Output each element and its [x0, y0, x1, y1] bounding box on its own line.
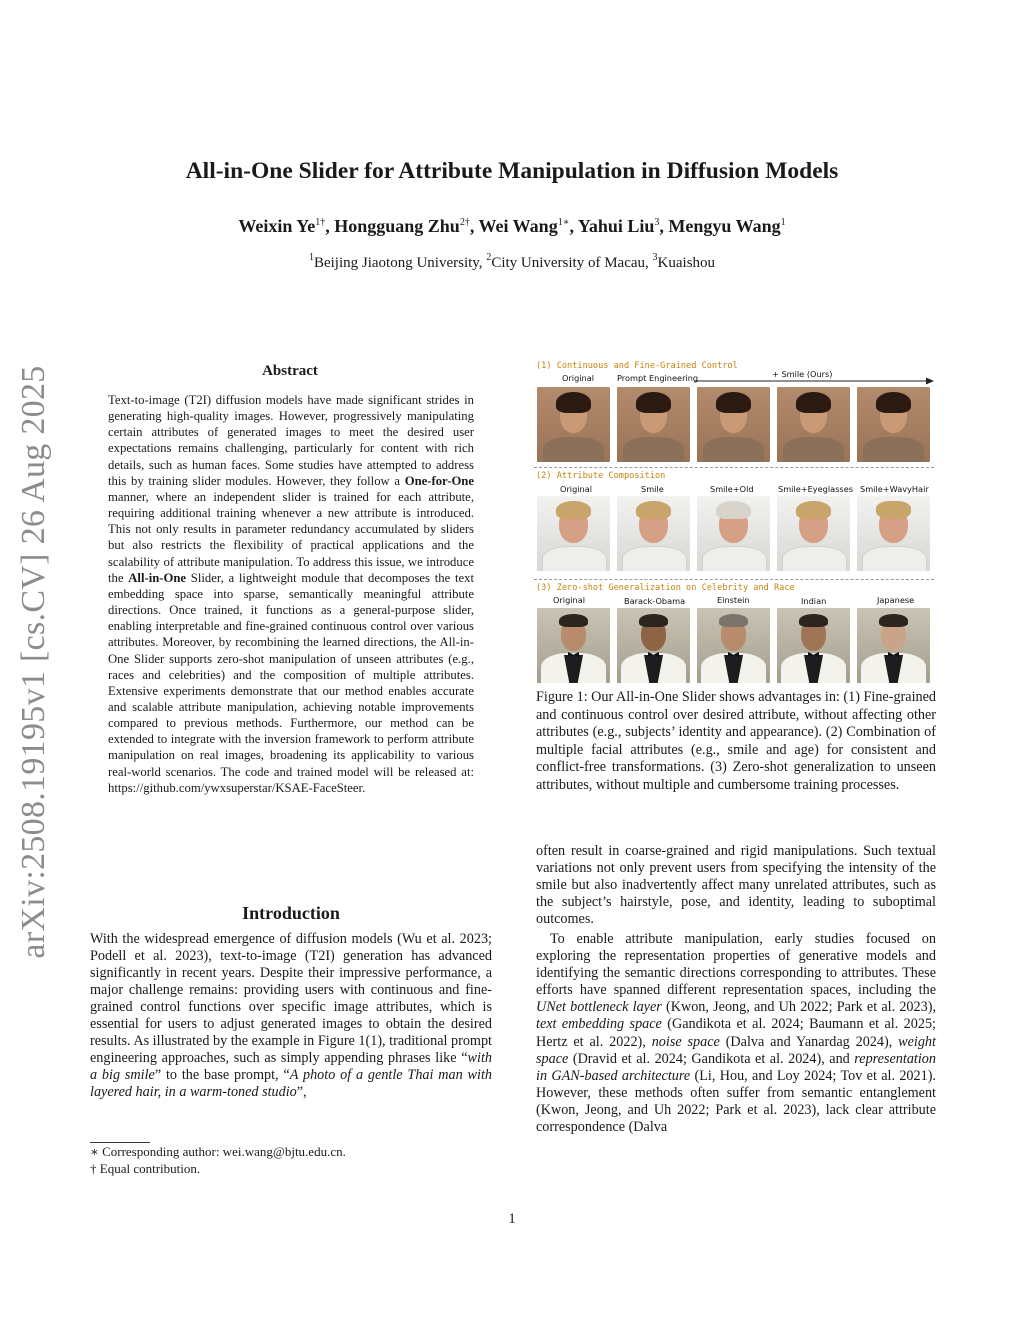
face-image: [777, 608, 850, 683]
figure-column-label: Smile+Eyeglasses: [778, 484, 853, 494]
footnote-equal: † Equal contribution.: [90, 1161, 201, 1176]
right-column-body: [536, 843, 936, 1136]
figure-1: [534, 358, 936, 683]
author-mark: 2†: [459, 217, 470, 228]
introduction-body: [90, 931, 492, 1101]
affiliation-name: City University of Macau,: [491, 255, 653, 271]
figure-column-label: Prompt Engineering: [617, 373, 699, 383]
figure-section-label: (1) Continuous and Fine-Grained Control: [536, 361, 738, 371]
figure-section-label: (2) Attribute Composition: [536, 471, 666, 481]
figure-column-label: Indian: [801, 596, 827, 606]
abstract-text: Slider, a lightweight module that decomposes the text embedding space into sparse, semantically meaningful attribute directions. Once trained, it functions as a general-purpose slider, enabling interpretable and fine-grained continuous control over various attributes. Moreover, by recombining the learned directions, the All-in-One Slider supports zero-shot manipulation of unseen attributes (e.g., races and celebrities) and the composition of multiple attributes. Extensive experiments demonstrate that our method enables accurate and scalable attribute manipulation, achieving notable improvements compared to previous methods. Furthermore, our method can be extended to integrate with the inversion framework to perform attribute manipulation on real images, broadening its applicability to various real-world scenarios. The code and trained model will be released at: https://github.com/ywxsuperstar/KSAE-FaceSteer.: [108, 570, 474, 795]
figure-column-label: Smile+WavyHair: [860, 484, 929, 494]
affiliations: [0, 252, 1024, 272]
face-image: [857, 608, 930, 683]
author-mark: 1†: [315, 217, 326, 228]
abstract-text: Text-to-image (T2I) diffusion models have made significant strides in generating high-quality images. However, progressively manipulating certain attributes of generated images to meet the desired user expectations remains challenging, particularly for content with rich details, such as human faces. Some studies have attempted to address this by training slider modules. However, they follow a: [108, 393, 474, 488]
affiliation-mark: 3: [652, 252, 658, 263]
author-mark: 1∗: [557, 217, 570, 228]
face-image: [617, 387, 690, 462]
author-mark: 3: [654, 217, 660, 228]
face-image: [777, 387, 850, 462]
abstract-heading: Abstract: [262, 363, 318, 379]
arxiv-identifier: arXiv:2508.19195v1 [cs.CV] 26 Aug 2025: [15, 365, 52, 959]
figure-divider: [534, 579, 934, 580]
author-name: Mengyu Wang: [668, 216, 781, 236]
face-image: [537, 608, 610, 683]
face-image: [697, 608, 770, 683]
figure-column-label: Einstein: [717, 595, 750, 605]
face-image: [857, 387, 930, 462]
face-image: [857, 496, 930, 571]
intro-text: With the widespread emergence of diffusion models (Wu et al. 2023; Podell et al. 2023), text-to-image (T2I) generation has advanced significantly in recent years. Despite their impressive performance, a major challenge remains: providing users with continuous and fine-grained control functions over specific image attributes, which is essential for users to adjust generated images to obtain the desired results. As illustrated by the example in Figure 1(1), traditional prompt engineering approaches, such as simply appending phrases like “: [90, 931, 492, 1067]
figure-column-label: Smile: [641, 484, 664, 494]
author-name: Wei Wang: [478, 216, 558, 236]
abstract-body: [108, 392, 474, 796]
face-image: [537, 496, 610, 571]
figure-column-label: Original: [560, 484, 593, 494]
intro-italic: A photo of a gentle Thai man with layered hair, in a warm-toned studio: [90, 1067, 492, 1101]
figure-column-label: Barack-Obama: [624, 596, 686, 606]
slider-arrow-icon: [694, 376, 934, 386]
affiliation-name: Beijing Jiaotong University,: [313, 255, 487, 271]
figure-column-label: Japanese: [877, 595, 915, 605]
paper-title: All-in-One Slider for Attribute Manipulation in Diffusion Models: [185, 158, 839, 184]
figure-section-label: (3) Zero-shot Generalization on Celebrity and Race: [536, 583, 795, 593]
paragraph: To enable attribute manipulation, early studies focused on exploring the representation properties of generative models and identifying the semantic directions corresponding to attributes. These efforts have spanned different representation spaces, including the UNet bottleneck layer (Kwon, Jeong, and Uh 2022; Park et al. 2023), text embedding space (Gandikota et al. 2024; Baumann et al. 2025; Hertz et al. 2022), noise space (Dalva and Yanardag 2024), weight space (Dravid et al. 2024; Gandikota et al. 2024), and representation in GAN-based architecture (Li, Hou, and Loy 2024; Tov et al. 2021). However, these methods often suffer from semantic entanglement (Kwon, Jeong, and Uh 2022; Park et al. 2023), lack clear attribute correspondence (Dalva: [536, 931, 937, 1135]
face-image: [537, 387, 610, 462]
intro-text: ”,: [296, 1084, 307, 1101]
intro-text: ” to the base prompt, “: [154, 1067, 290, 1084]
figure-column-label: Original: [562, 373, 595, 383]
affiliation-mark: 2: [486, 252, 492, 263]
introduction-heading: Introduction: [242, 903, 340, 923]
abstract-bold: All-in-One: [128, 570, 187, 585]
figure-column-label: + Smile (Ours): [772, 369, 833, 379]
face-image: [617, 608, 690, 683]
footnote-rule: [90, 1142, 150, 1143]
figure-caption: Figure 1: Our All-in-One Slider shows advantages in: (1) Fine-grained and continuous control over desired attribute, without affecting other attributes (e.g., subjects’ identity and appearance). (2) Combination of multiple facial attributes (e.g., smile and age) for consistent and conflict-free transformations. (3) Zero-shot generalization to unseen attributes, without multiple and cumbersome training processes.: [536, 689, 936, 793]
footnote-corresponding: ∗ Corresponding author: wei.wang@bjtu.edu.cn.: [90, 1144, 346, 1159]
author-name: Yahui Liu: [577, 216, 655, 236]
figure-column-label: Smile+Old: [710, 484, 754, 494]
face-image: [697, 387, 770, 462]
author-list: Weixin $Ye^{1\dagger}$, Hongguang Zhu$^{2\dagger}$, Wei Wang$^{1∗}$, Yahui Liu$^3$, Mengyu Wang$^1$: [238, 216, 786, 236]
author-mark: 1: [780, 217, 786, 228]
abstract-bold: One-for-One: [404, 473, 474, 488]
face-image: [617, 496, 690, 571]
face-image: [697, 496, 770, 571]
figure-divider: [534, 467, 934, 468]
abstract-text: manner, where an independent slider is trained for each attribute, requiring additional training whenever a new attribute is introduced. This not only results in parameter redundancy accumulated by sliders but also restricts the flexibility of practical applications and the scalability of attribute manipulation. To address this issue, we introduce the: [108, 489, 474, 585]
intro-italic: with a big smile: [90, 1050, 492, 1084]
author-name: Weixin Ye: [238, 216, 316, 236]
author-name: Hongguang Zhu: [334, 216, 460, 236]
figure-column-label: Original: [553, 595, 586, 605]
page-number: 1: [508, 1211, 516, 1227]
paragraph: often result in coarse-grained and rigid manipulations. Such textual variations not only prevent users from specifying the intensity of the smile but also inadvertently affect many unrelated attributes, such as the subject’s hairstyle, pose, and identity, leading to suboptimal outcomes.: [536, 843, 936, 928]
affiliation-name: Kuaishou: [657, 255, 716, 271]
face-image: [777, 496, 850, 571]
affiliation-mark: 1: [308, 252, 314, 263]
